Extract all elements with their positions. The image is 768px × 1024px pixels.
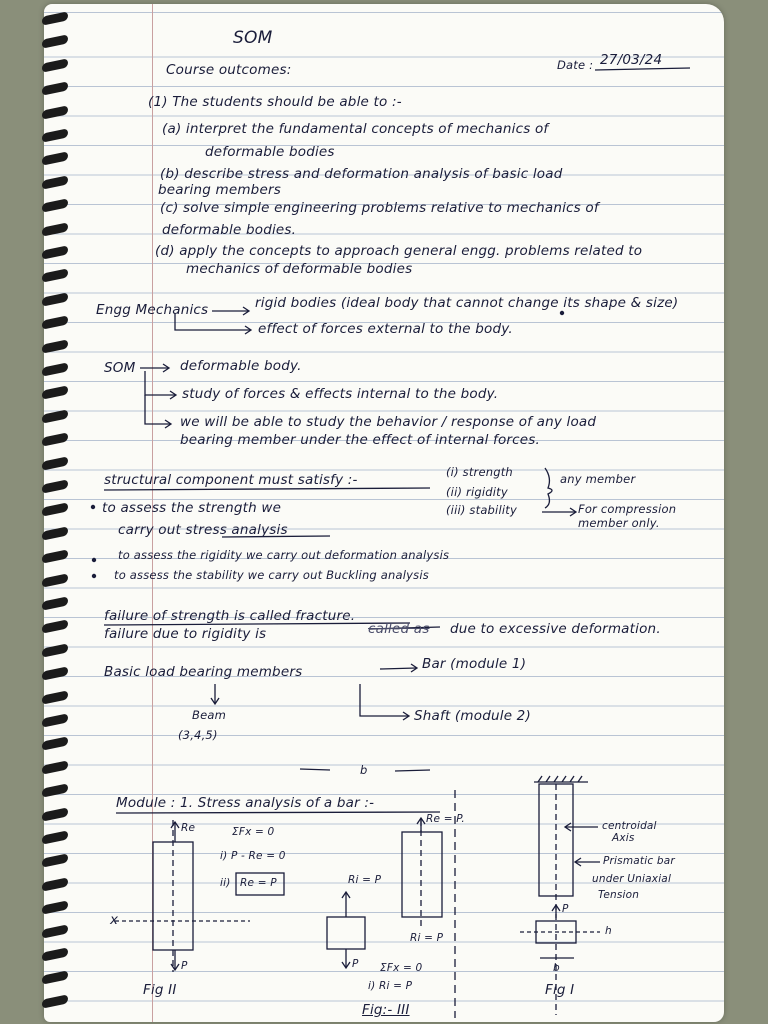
- outcome-b-1: (b) describe stress and deformation analysis of basic load: [160, 166, 563, 182]
- structural-item-rigidity: (ii) rigidity: [446, 485, 508, 499]
- module1-heading: Module : 1. Stress analysis of a bar :-: [116, 795, 375, 811]
- outcome-intro: (1) The students should be able to :-: [148, 94, 402, 110]
- structural-heading: structural component must satisfy :-: [104, 472, 358, 488]
- som-def2: study of forces & effects internal to the body.: [182, 386, 499, 402]
- bullet-rigidity: to assess the rigidity we carry out deformation analysis: [118, 548, 450, 562]
- fig3-ri: Ri = P: [410, 932, 444, 944]
- fig2-eq3-prefix: ii): [220, 877, 231, 889]
- arrow-shaft: [360, 684, 408, 716]
- basic-beam-modules: (3,4,5): [178, 728, 218, 742]
- som-def3-1: we will be able to study the behavior / response of any load: [180, 414, 597, 430]
- engg-mechanics-def1: rigid bodies (ideal body that cannot change its shape & size): [255, 295, 679, 311]
- fig2-section: [327, 917, 365, 949]
- som-def1: deformable body.: [180, 358, 302, 374]
- fig3-eq1: ΣFx = 0: [380, 962, 423, 974]
- compression-note-1: For compression: [578, 502, 677, 516]
- basic-beam: Beam: [192, 708, 227, 722]
- fig2-re: Re: [181, 822, 196, 834]
- failure-line2b: due to excessive deformation.: [450, 621, 661, 637]
- fig3-bar: [402, 832, 442, 917]
- fig2-cut-mark: x: [110, 912, 119, 928]
- fig2-eq1: ΣFx = 0: [232, 826, 275, 838]
- structural-item-strength: (i) strength: [446, 465, 513, 479]
- outcome-c-2: deformable bodies.: [162, 222, 297, 238]
- fig3-caption: Fig:- III: [362, 1002, 410, 1018]
- divider-mark: b: [360, 763, 368, 777]
- fig1-h: h: [605, 925, 612, 937]
- compression-note-2: member only.: [578, 516, 660, 530]
- course-outcomes-label: Course outcomes:: [166, 62, 292, 78]
- bullet-strength-1: to assess the strength we: [102, 500, 282, 516]
- heading-underline: [104, 488, 430, 490]
- som-def3-2: bearing member under the effect of internal forces.: [180, 432, 541, 448]
- failure-line2a: failure due to rigidity is: [104, 626, 267, 642]
- fig1-bar-2: under Uniaxial: [592, 873, 672, 885]
- engg-mechanics-term: Engg Mechanics: [96, 302, 209, 318]
- basic-members-label: Basic load bearing members: [104, 664, 303, 680]
- outcome-a-1: (a) interpret the fundamental concepts of mechanics of: [162, 121, 549, 137]
- fig1-p: P: [562, 903, 569, 915]
- fig1-caption: Fig I: [545, 982, 575, 998]
- fig1-bar-1: Prismatic bar: [603, 855, 675, 867]
- fig1-b: b: [553, 962, 560, 974]
- bullet-stability: to assess the stability we carry out Buckling analysis: [114, 568, 429, 582]
- failure-struck: called as: [368, 621, 430, 637]
- fig1-bar-3: Tension: [598, 889, 640, 901]
- engg-mechanics-def2: effect of forces external to the body.: [258, 321, 513, 337]
- structural-item-stability: (iii) stability: [446, 503, 517, 517]
- date-value: 27/03/24: [600, 52, 663, 68]
- bullet-strength-2: carry out stress analysis: [118, 522, 288, 538]
- fig1-axis-2: Axis: [612, 832, 635, 844]
- any-member-note: any member: [560, 472, 636, 486]
- fig2-eq3-boxed: Re = P: [240, 877, 277, 889]
- basic-bar: Bar (module 1): [422, 656, 527, 672]
- subject-title: SOM: [233, 28, 273, 48]
- outcome-b-2: bearing members: [158, 182, 281, 198]
- som-term: SOM: [104, 360, 136, 376]
- outcome-d-1: (d) apply the concepts to approach general engg. problems related to: [155, 243, 643, 259]
- fig2-eq2: i) P - Re = 0: [220, 850, 286, 862]
- date-underline: [595, 68, 690, 70]
- fig2-p: P: [181, 960, 188, 972]
- fig3-eq2: i) Ri = P: [368, 980, 413, 992]
- outcome-d-2: mechanics of deformable bodies: [186, 261, 413, 277]
- outcome-a-2: deformable bodies: [205, 144, 335, 160]
- outcome-c-1: (c) solve simple engineering problems relative to mechanics of: [160, 200, 599, 216]
- arrow-bar: [380, 668, 416, 669]
- failure-line1: failure of strength is called fracture.: [104, 608, 356, 624]
- fig1-axis-1: centroidal: [602, 820, 657, 832]
- arrow-behaviour: [145, 395, 170, 424]
- fig2-ri: Ri = P: [348, 874, 382, 886]
- fig2-section-p: P: [352, 958, 359, 970]
- fig3-re: Re = P.: [426, 813, 465, 825]
- basic-shaft: Shaft (module 2): [414, 708, 531, 724]
- date-label: Date :: [557, 58, 594, 72]
- brace: [545, 468, 552, 508]
- fig2-caption: Fig II: [143, 982, 177, 998]
